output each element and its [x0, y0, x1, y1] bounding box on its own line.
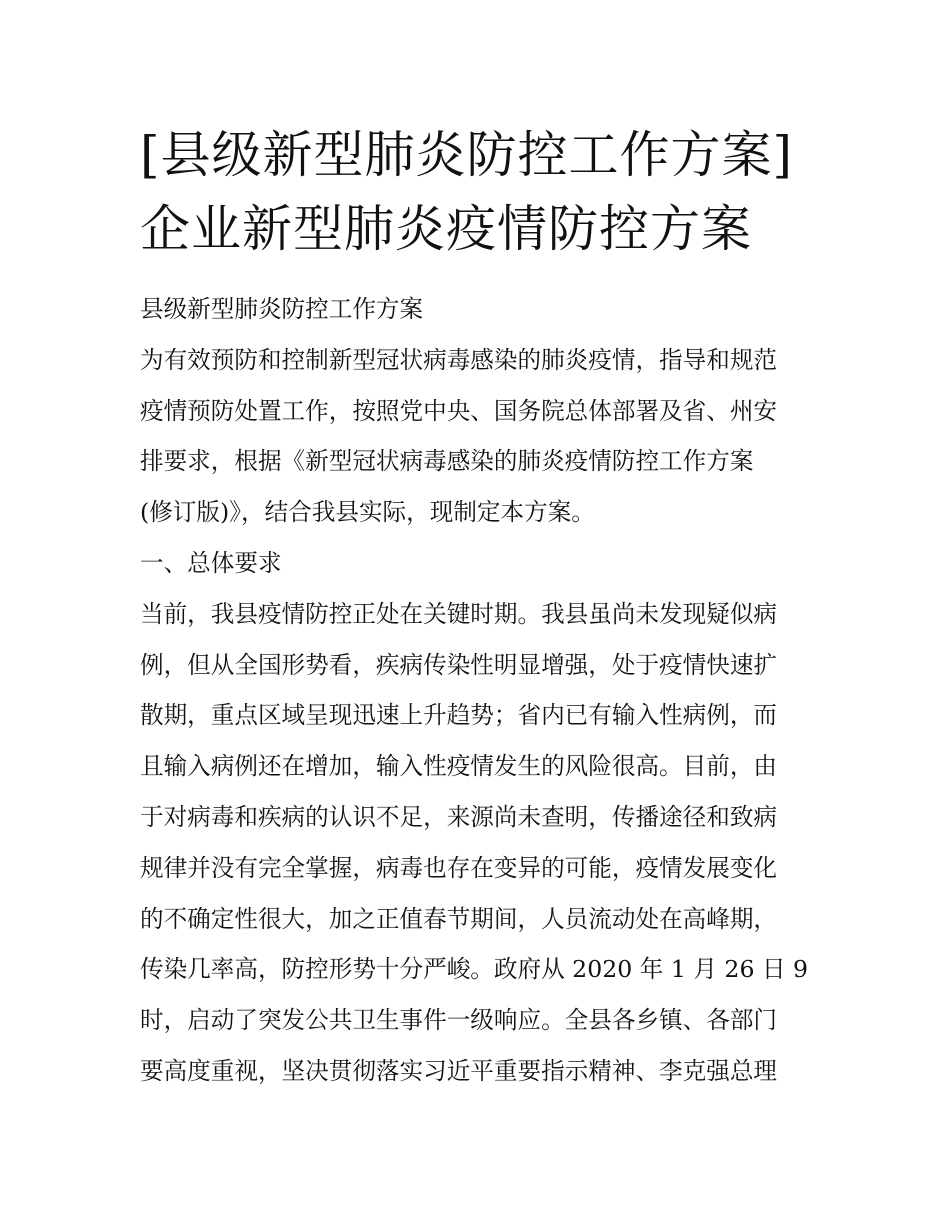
body-line: 散期，重点区域呈现迅速上升趋势；省内已有输入性病例，而: [140, 701, 778, 730]
body-line: 传染几率高，防控形势十分严峻。政府从 2020 年 1 月 26 日 9: [140, 955, 809, 984]
body-line: 排要求，根据《新型冠状病毒感染的肺炎疫情防控工作方案: [140, 447, 754, 476]
document-body: [140, 284, 820, 1097]
document-title: [140, 118, 820, 266]
body-line: 规律并没有完全掌握，病毒也存在变异的可能，疫情发展变化: [140, 853, 778, 882]
body-line: (修订版)》，结合我县实际，现制定本方案。: [140, 498, 595, 527]
body-line: 当前，我县疫情防控正处在关键时期。我县虽尚未发现疑似病: [140, 599, 778, 628]
body-line: 的不确定性很大，加之正值春节期间，人员流动处在高峰期，: [140, 904, 778, 933]
body-line: 例，但从全国形势看，疾病传染性明显增强，处于疫情快速扩: [140, 650, 778, 679]
document-page: [140, 118, 820, 1097]
body-line: 为有效预防和控制新型冠状病毒感染的肺炎疫情，指导和规范: [140, 345, 778, 374]
title-line-2: 企业新型肺炎疫情防控方案: [140, 200, 752, 258]
body-line: 于对病毒和疾病的认识不足，来源尚未查明，传播途径和致病: [140, 802, 778, 831]
body-line: 且输入病例还在增加，输入性疫情发生的风险很高。目前，由: [140, 752, 778, 781]
body-line: 要高度重视，坚决贯彻落实习近平重要指示精神、李克强总理: [140, 1056, 778, 1085]
body-line: 疫情预防处置工作，按照党中央、国务院总体部署及省、州安: [140, 396, 778, 425]
section-subtitle: 县级新型肺炎防控工作方案: [140, 295, 424, 323]
section-heading: 一、总体要求: [140, 548, 282, 577]
body-line: 时，启动了突发公共卫生事件一级响应。全县各乡镇、各部门: [140, 1006, 778, 1035]
title-line-1: [县级新型肺炎防控工作方案]: [140, 126, 794, 184]
